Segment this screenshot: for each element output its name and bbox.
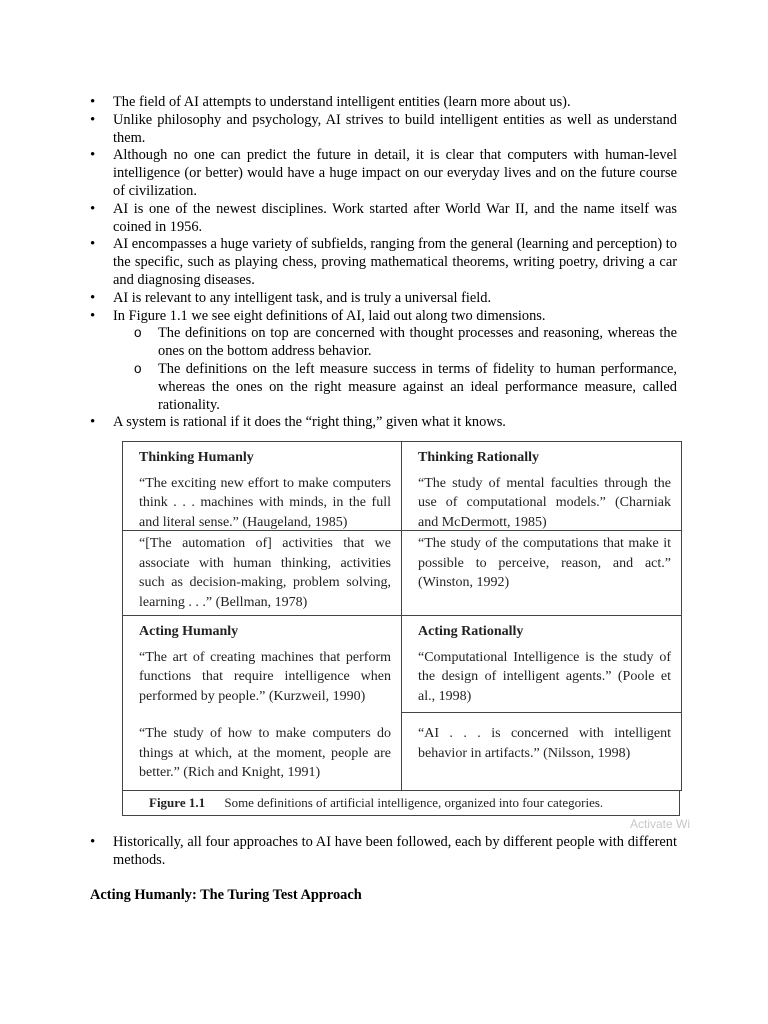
- cell-title: Acting Rationally: [418, 624, 524, 639]
- caption-text: Some definitions of artificial intelligence, organized into four categories.: [224, 795, 604, 810]
- cell-acting-rationally: [402, 616, 681, 790]
- bullet-item: • Unlike philosophy and psychology, AI strives to build intelligent entities as well as understand them.: [90, 112, 677, 148]
- bullet-item: • A system is rational if it does the “right thing,” given what it knows.: [90, 414, 677, 432]
- cell-quote: “The study of how to make computers do things at which, at the moment, people are better.” (Rich and Knight, 1991): [139, 726, 391, 780]
- figure-caption: [122, 790, 680, 816]
- intro-bullet-list: [90, 94, 677, 432]
- bullet-item: • AI encompasses a huge variety of subfields, ranging from the general (learning and perception) to the specific, such as playing chess, proving mathematical theorems, writing poetry, driving a car and diagnosing diseases.: [90, 236, 677, 289]
- cell-title: Acting Humanly: [139, 624, 239, 639]
- cell-title: Thinking Rationally: [418, 450, 539, 465]
- cell-quote: “The study of the computations that make it possible to perceive, reason, and act.” (Winston, 1992): [418, 536, 671, 590]
- cell-divider: [402, 530, 681, 531]
- bullet-item: • Historically, all four approaches to AI have been followed, each by different people with different methods.: [90, 834, 677, 870]
- cell-quote: “The art of creating machines that perform functions that require intelligence when performed by people.” (Kurzweil, 1990): [139, 649, 391, 704]
- figure-grid: [122, 441, 682, 791]
- closing-bullet-list: [90, 834, 677, 870]
- sub-bullet-item: o The definitions on top are concerned with thought processes and reasoning, whereas the ones on the bottom address behavior.: [113, 325, 677, 361]
- sub-bullet-item: o The definitions on the left measure success in terms of fidelity to human performance, whereas the ones on the right measure against an ideal performance measure, called rationality.: [113, 361, 677, 414]
- sub-bullet-list: [113, 325, 677, 414]
- cell-divider: [402, 712, 681, 713]
- bullet-text: In Figure 1.1 we see eight definitions of AI, laid out along two dimensions.: [113, 307, 546, 324]
- caption-label: Figure 1.1: [149, 795, 206, 810]
- cell-quote: “The study of mental faculties through the use of computational models.” (Charniak and McDermott, 1985): [418, 475, 671, 530]
- cell-quote: “Computational Intelligence is the study of the design of intelligent agents.” (Poole et al., 1998): [418, 649, 671, 704]
- bullet-item: • The field of AI attempts to understand intelligent entities (learn more about us).: [90, 94, 677, 112]
- bullet-item: • AI is relevant to any intelligent task, and is truly a universal field.: [90, 290, 677, 308]
- bullet-item-figure-intro: [90, 308, 677, 415]
- activation-watermark: Activate Wi: [630, 817, 691, 831]
- cell-acting-humanly: [123, 616, 402, 790]
- cell-quote: “The exciting new effort to make computers think . . . machines with minds, in the full and literal sense.” (Haugeland, 1985): [139, 475, 391, 530]
- bullet-item: • Although no one can predict the future in detail, it is clear that computers with human-level intelligence (or better) would have a huge impact on our everyday lives and on the future course of civilization.: [90, 147, 677, 200]
- cell-divider: [123, 530, 401, 531]
- cell-thinking-humanly: [123, 442, 402, 616]
- cell-thinking-rationally: [402, 442, 681, 616]
- ai-definitions-figure: [122, 441, 682, 818]
- cell-title: Thinking Humanly: [139, 450, 254, 465]
- cell-quote: “AI . . . is concerned with intelligent behavior in artifacts.” (Nilsson, 1998): [418, 726, 671, 761]
- bullet-item: • AI is one of the newest disciplines. Work started after World War II, and the name itself was coined in 1956.: [90, 201, 677, 237]
- cell-quote: “[The automation of] activities that we associate with human thinking, activities such as decision-making, problem solving, learning . . .” (Bellman, 1978): [139, 536, 391, 610]
- section-heading: Acting Humanly: The Turing Test Approach: [90, 887, 362, 903]
